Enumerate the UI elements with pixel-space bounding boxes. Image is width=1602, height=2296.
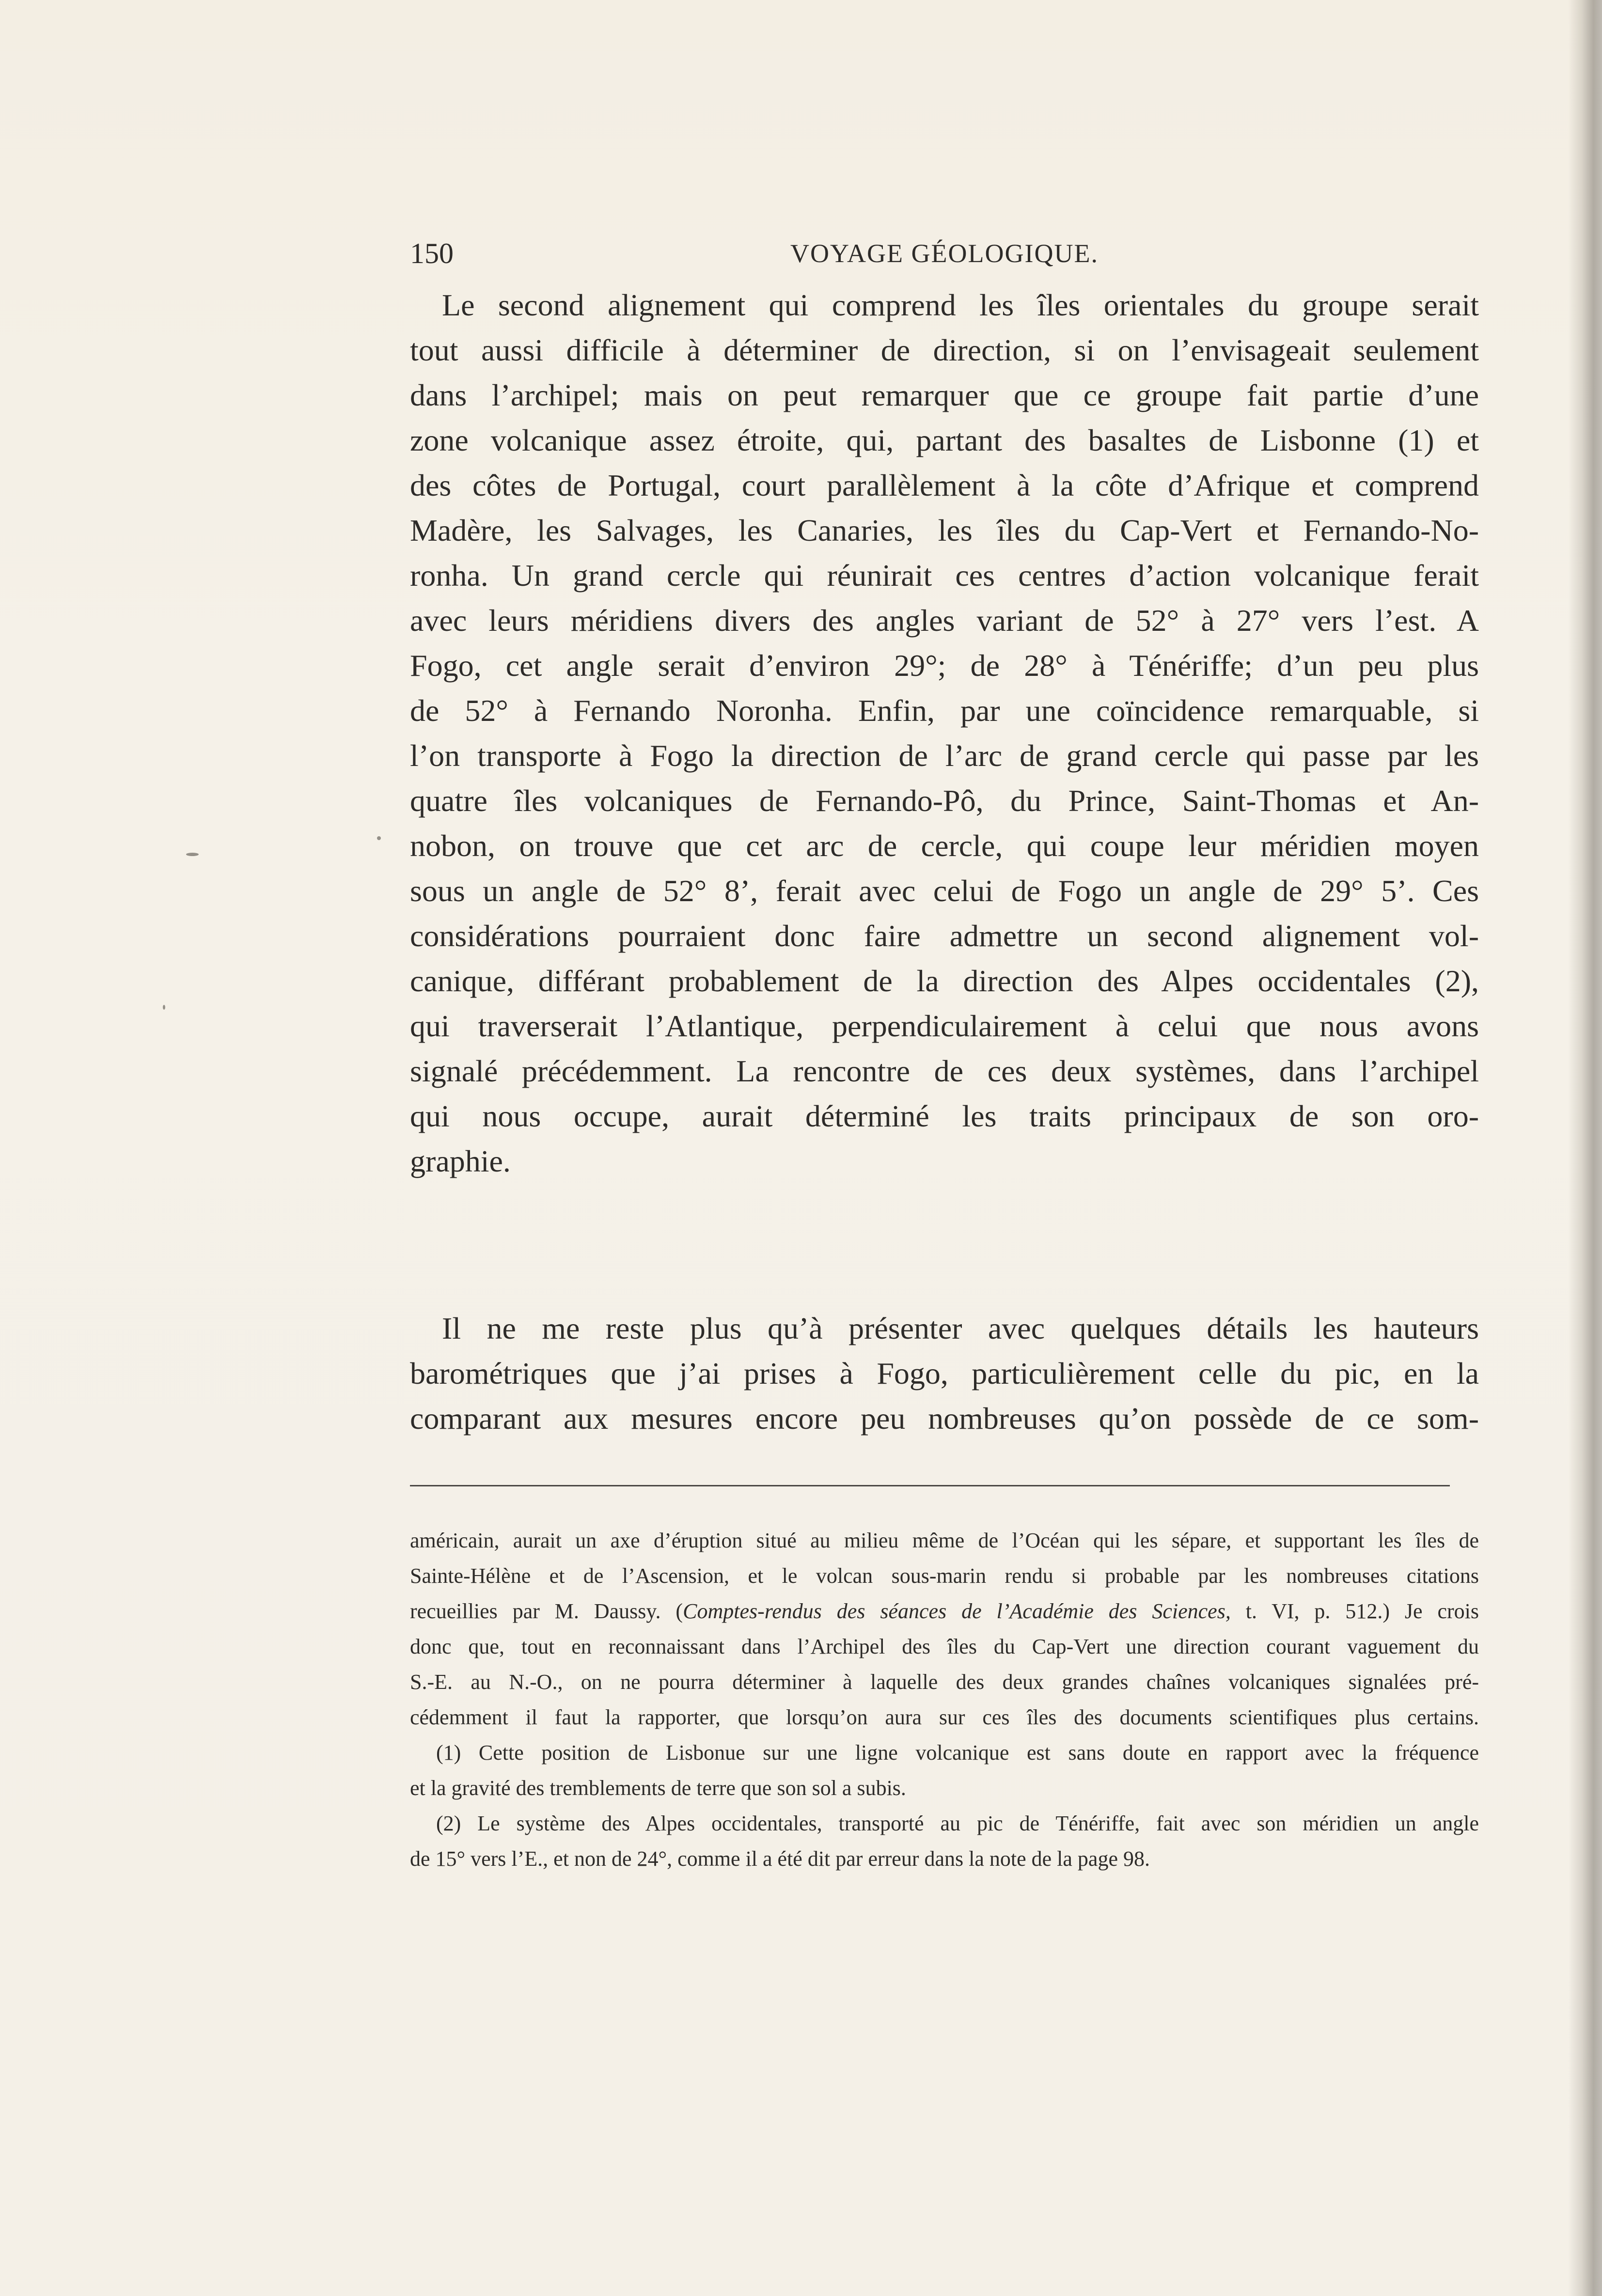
page-edge-shadow: [1568, 0, 1602, 2296]
running-header: [410, 231, 1479, 276]
text-line: [410, 1593, 1479, 1629]
text-line: Sainte-Hélène et de l’Ascension, et le volcan sous-marin rendu si probable par les nombreuses citations: [410, 1564, 1479, 1588]
text-line: considérations pourraient donc faire admettre un second alignement vol-: [410, 919, 1479, 953]
text-line: quatre îles volcaniques de Fernando-Pô, du Prince, Saint-Thomas et An-: [410, 783, 1479, 818]
text-line: qui traverserait l’Atlantique, perpendiculairement à celui que nous avons: [410, 1009, 1479, 1043]
text-line: qui nous occupe, aurait déterminé les traits principaux de son oro-: [410, 1099, 1479, 1133]
text-line: donc que, tout en reconnaissant dans l’Archipel des îles du Cap-Vert une direction courant vaguement du: [410, 1635, 1479, 1658]
text-line: avec leurs méridiens divers des angles variant de 52° à 27° vers l’est. A: [410, 603, 1479, 638]
ink-speck: [377, 836, 381, 840]
page-number: 150: [410, 237, 454, 269]
text-segment: t. VI, p. 512.) Je crois: [1230, 1599, 1479, 1623]
text-line: de 52° à Fernando Noronha. Enfin, par une coïncidence remarquable, si: [410, 693, 1479, 728]
text-line: signalé précédemment. La rencontre de ces deux systèmes, dans l’archipel: [410, 1054, 1479, 1088]
paragraph: [410, 282, 1479, 1184]
text-line: de 15° vers l’E., et non de 24°, comme il a été dit par erreur dans la note de la page 98.: [410, 1847, 1150, 1871]
text-line: S.-E. au N.-O., on ne pourra déterminer à laquelle des deux grandes chaînes volcaniques signalées pré-: [410, 1670, 1479, 1694]
text-line: Il ne me reste plus qu’à présenter avec quelques détails les hauteurs: [442, 1311, 1479, 1345]
text-line: tout aussi difficile à déterminer de direction, si on l’envisageait seulement: [410, 333, 1479, 367]
text-line: sous un angle de 52° 8’, ferait avec celui de Fogo un angle de 29° 5’. Ces: [410, 874, 1479, 908]
footnote-2: [410, 1806, 1479, 1876]
text-line: graphie.: [410, 1144, 511, 1178]
text-line: des côtes de Portugal, court parallèlement à la côte d’Afrique et comprend: [410, 468, 1479, 502]
running-title: VOYAGE GÉOLOGIQUE.: [790, 239, 1099, 268]
text-line: comparant aux mesures encore peu nombreuses qu’on possède de ce som-: [410, 1401, 1479, 1436]
text-line: canique, différant probablement de la direction des Alpes occidentales (2),: [410, 964, 1479, 998]
text-line: dans l’archipel; mais on peut remarquer que ce groupe fait partie d’une: [410, 378, 1479, 412]
ink-speck: [186, 853, 199, 856]
text-line: l’on transporte à Fogo la direction de l’arc de grand cercle qui passe par les: [410, 738, 1479, 773]
text-segment: recueillies par M. Daussy. (: [410, 1599, 683, 1623]
ink-speck: [163, 1005, 165, 1010]
text-line: Madère, les Salvages, les Canaries, les îles du Cap-Vert et Fernando-No-: [410, 513, 1479, 547]
italic-citation: Comptes-rendus des séances de l’Académie des Sciences,: [683, 1599, 1231, 1623]
text-line: Fogo, cet angle serait d’environ 29°; de 28° à Ténériffe; d’un peu plus: [410, 648, 1479, 683]
text-line: (1) Cette position de Lisbonue sur une ligne volcanique est sans doute en rapport avec la fréquence: [436, 1741, 1479, 1765]
text-line: cédemment il faut la rapporter, que lorsqu’on aura sur ces îles des documents scientifiques plus certains.: [410, 1705, 1479, 1729]
text-line: et la gravité des tremblements de terre que son sol a subis.: [410, 1776, 906, 1800]
text-line: ronha. Un grand cercle qui réunirait ces centres d’action volcanique ferait: [410, 558, 1479, 593]
footnote-1: [410, 1735, 1479, 1806]
footnotes: [410, 1523, 1479, 1876]
text-line: (2) Le système des Alpes occidentales, transporté au pic de Ténériffe, fait avec son méridien un angle: [436, 1812, 1479, 1835]
text-line: barométriques que j’ai prises à Fogo, particulièrement celle du pic, en la: [410, 1356, 1479, 1390]
footnote-rule: [410, 1485, 1450, 1486]
text-line: Le second alignement qui comprend les îles orientales du groupe serait: [442, 288, 1479, 322]
text-line: nobon, on trouve que cet arc de cercle, qui coupe leur méridien moyen: [410, 828, 1479, 863]
footnote-continued: [410, 1523, 1479, 1735]
text-line: américain, aurait un axe d’éruption situé au milieu même de l’Océan qui les sépare, et supportant les îles de: [410, 1529, 1479, 1552]
text-line: zone volcanique assez étroite, qui, partant des basaltes de Lisbonne (1) et: [410, 423, 1479, 457]
paragraph: [410, 1306, 1479, 1441]
